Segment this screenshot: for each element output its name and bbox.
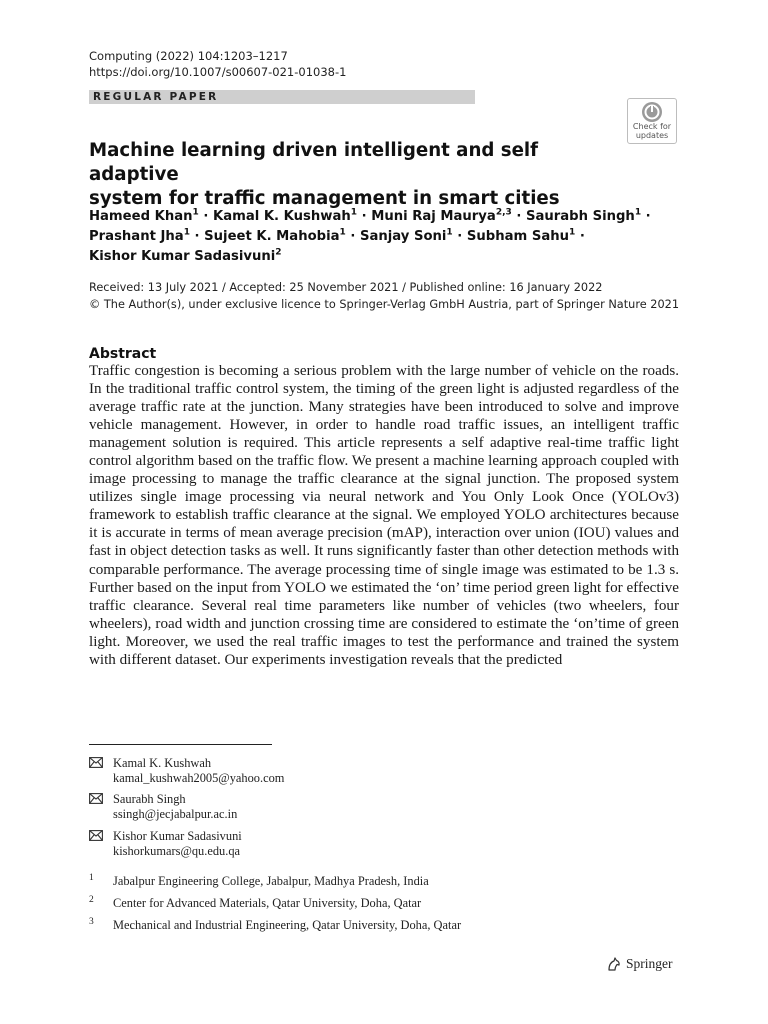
author[interactable]: Sanjay Soni$^1$ [359,227,453,244]
contact-name: Kishor Kumar Sadasivuni [113,829,242,843]
publisher-name: Springer [626,956,673,971]
author[interactable]: Saurabh Singh$^1$ [525,207,642,224]
abstract-text: Traffic congestion is becoming a serious problem with the large number of vehicle on the roads. In the traditional traffic control system, the timing of the green light is adjusted regardless of the average traffic rate at the junction. Many strategies have been introduced to solve and improve vehicle management. However, in order to handle road traffic issues, an intelligent traffic management solution is required. This article represents a self adaptive real-time traffic light control algorithm based on the traffic flow. We present a machine learning approach coupled with image processing to manage the traffic clearance at the signal junction. The proposed system utilizes single image processing via neural network and You Only Look Once (YOLOv3) framework to establish traffic clearance at the signal. We employed YOLO architectures because it is accurate in terms of mean average precision (mAP), interaction over union (IOU) values and fast in object detection tasks as well. It runs significantly faster than other detection methods with comparable performance. The average processing time of single image was estimated to be 1.3 s. Further based on the input from YOLO we estimated the ‘on’ time period green light for effective traffic clearance. Several real time parameters like number of vehicles (two wheelers, four wheelers), road width and junction crossing time are considered to estimate the ‘on’time of green light. Moreover, we used the real traffic images to test the performance and trained the system with different dataset. Our experiments investigation reveals that the predicted [89,363,679,668]
paper-title-line-2: system for traffic management in smart cities [89,188,560,209]
publication-info [89,279,689,313]
check-for-updates-icon [641,101,663,123]
affiliation-number: 2 [89,895,94,905]
email-envelope-icon [89,793,103,804]
affiliation-text: Jabalpur Engineering College, Jabalpur, Madhya Pradesh, India [113,874,429,888]
article-type-banner: REGULAR PAPER [89,90,475,104]
springer-horse-icon [606,956,622,972]
journal-info [89,48,346,80]
doi-link[interactable]: https://doi.org/10.1007/s00607-021-01038-1 [89,65,347,79]
author[interactable]: Kamal K. Kushwah$^1$ [212,207,358,224]
check-for-updates-label: Check for updates [632,122,672,140]
copyright-notice: © The Author(s), under exclusive licence to Springer-Verlag GmbH Austria, part of Springer Nature 2021 [89,298,680,311]
footnote-divider [89,744,272,745]
contact-email[interactable]: kishorkumars@qu.edu.qa [113,844,241,858]
author[interactable]: Hameed Khan$^1$ [89,207,199,224]
author-list: Hameed Khan$^1$ · Kamal K. Kushwah$^1$ · Muni Raj Maurya$^{2,3}$ · Saurabh Singh$^1$ · Prashant Jha$^1$ · Sujeet K. Mahobia$^1$ · Sanjay Soni$^1$ · Subham Sahu$^1$ · Kishor Kumar Sadasivuni$^2$ [89,207,651,264]
journal-citation: Computing (2022) 104:1203–1217 [89,49,288,63]
author[interactable]: Sujeet K. Mahobia$^1$ [204,227,346,244]
paper-title [89,139,629,211]
affiliation-text: Center for Advanced Materials, Qatar University, Doha, Qatar [113,896,422,910]
author[interactable]: Subham Sahu$^1$ [466,227,576,244]
abstract-heading: Abstract [89,346,157,362]
publication-dates: Received: 13 July 2021 / Accepted: 25 November 2021 / Published online: 16 January 2022 [89,281,603,294]
affiliation-number: 1 [89,873,94,883]
affiliation-text: Mechanical and Industrial Engineering, Qatar University, Doha, Qatar [113,918,462,932]
contact-name: Kamal K. Kushwah [113,756,212,770]
author[interactable]: Kishor Kumar Sadasivuni$^2$ [89,247,282,264]
author[interactable]: Muni Raj Maurya$^{2,3}$ [371,207,512,224]
affiliation-number: 3 [89,917,94,927]
author[interactable]: Prashant Jha$^1$ [89,227,190,244]
paper-title-line-1: Machine learning driven intelligent and self adaptive [89,140,539,185]
check-for-updates-badge[interactable] [627,98,677,144]
contact-name: Saurabh Singh [113,792,186,806]
contact-email[interactable]: kamal_kushwah2005@yahoo.com [113,771,285,785]
contact-email[interactable]: ssingh@jecjabalpur.ac.in [113,807,238,821]
email-envelope-icon [89,830,103,841]
email-envelope-icon [89,757,103,768]
